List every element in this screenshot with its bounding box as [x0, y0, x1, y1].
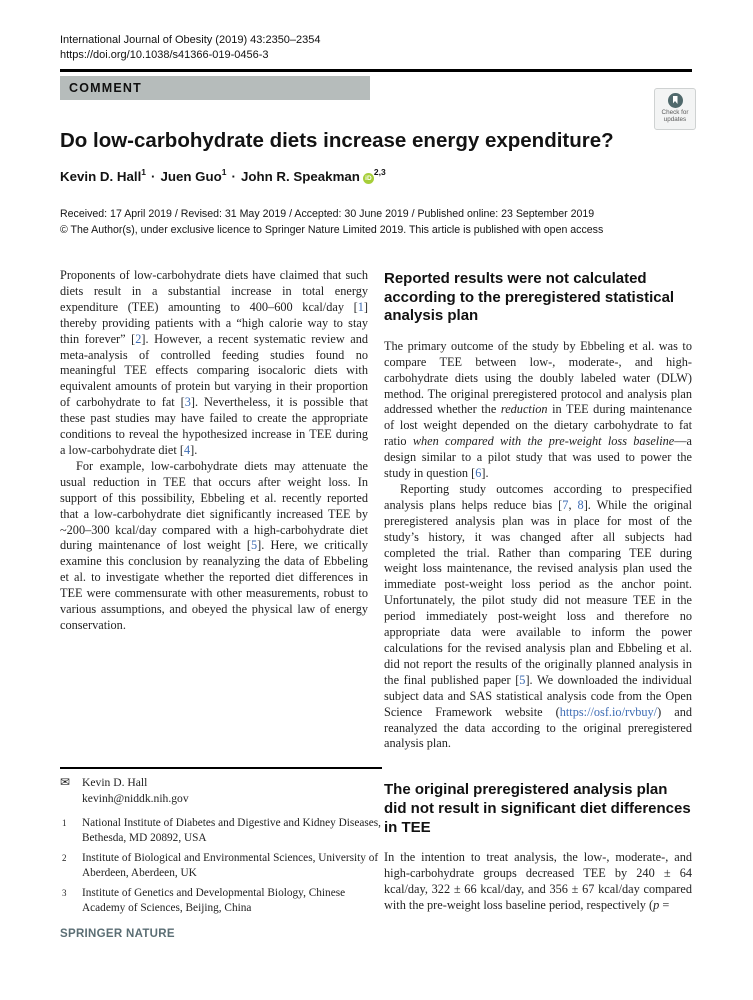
- check-for-updates-label: Check for updates: [661, 109, 689, 124]
- author-affiliation-sup: 1: [221, 167, 227, 177]
- text-run: in TEE during maintenance of lost weight depended on the dietary carbohydrate to fat ratio: [384, 402, 692, 449]
- text-run: —a design similar to a pilot study that was used to power the study in question [: [384, 434, 693, 481]
- body-paragraph: [384, 482, 692, 752]
- affiliation-text: Institute of Genetics and Developmental Biology, Chinese Academy of Sciences, Beijing, China: [82, 886, 346, 915]
- text-run: For example, low-carbohydrate diets may attenuate the usual reduction in TEE that occurs after weight loss. In support of this possibility, Ebbeling et al. recently reported that a low-carbohydrate diet significantly increased TEE by ~200–300 kcal/day compared with a high-carbohydrate diet during maintenance of lost weight [: [60, 458, 368, 553]
- text-run: In the intention to treat analysis, the low-, moderate-, and high-carbohydrate groups decreased TEE by 240 ± 64 kcal/day, 322 ± 66 kcal/day, and 356 ± 67 kcal/day compared with the pre-weight loss baseline period, respectively (: [384, 850, 692, 912]
- citation-ref[interactable]: 2: [135, 331, 142, 346]
- affiliation-number: 1: [62, 818, 67, 828]
- text-run: Reporting study outcomes according to prespecified analysis plans helps reduce bias [: [384, 481, 692, 512]
- author-affiliation-sup: 1: [141, 167, 147, 177]
- affiliation-number: 2: [62, 852, 67, 863]
- journal-citation: International Journal of Obesity (2019) 43:2350–2354: [60, 34, 321, 46]
- author-name[interactable]: John R. Speakman: [240, 169, 360, 184]
- body-paragraph: [384, 339, 692, 482]
- affiliation-item: [60, 886, 382, 916]
- text-run: =: [659, 897, 670, 912]
- correspondence-email[interactable]: kevinh@niddk.nih.gov: [82, 791, 189, 805]
- correspondence-block: [60, 775, 382, 806]
- affiliation-item: [60, 816, 382, 846]
- affiliation-list: [60, 816, 382, 921]
- left-column: [60, 268, 368, 634]
- journal-header: [60, 33, 321, 62]
- affiliation-text: National Institute of Diabetes and Digestive and Kidney Diseases, Bethesda, MD 20892, USA: [82, 817, 381, 845]
- body-paragraph: [384, 850, 692, 914]
- footnote-rule: [60, 767, 382, 769]
- article-meta: [60, 207, 700, 238]
- text-run: ]. However, a recent systematic review and meta-analysis of controlled feeding studies found no meaningful TEE effects comparing isocaloric diets with equivalent amounts of protein but varying in their proportion of carbohydrate to fat [: [60, 331, 368, 410]
- affiliation-text: Institute of Biological and Environmental Sciences, University of Aberdeen, Aberdeen, UK: [82, 851, 379, 880]
- text-run: ) and reanalyzed the data according to the original preregistered analysis plan.: [384, 704, 692, 751]
- history-line: Received: 17 April 2019 / Revised: 31 May 2019 / Accepted: 30 June 2019 / Published online: 23 September 2019: [60, 208, 595, 220]
- citation-ref[interactable]: 7: [562, 497, 569, 512]
- affiliation-number: 3: [62, 887, 67, 898]
- body-paragraph: [60, 268, 368, 459]
- citation-ref[interactable]: 3: [184, 395, 191, 410]
- publisher-logo: SPRINGER NATURE: [60, 928, 175, 940]
- right-column: [384, 270, 692, 914]
- text-run: ,: [568, 497, 578, 512]
- page-title: Do low-carbohydrate diets increase energy expenditure?: [60, 129, 614, 152]
- section-heading: The original preregistered analysis plan did not result in significant diet differences in TEE: [384, 781, 691, 836]
- text-run: ]. Here, we critically examine this conclusion by reanalyzing the data of Ebbeling et al. to investigate whether the reported diet differences in TEE were commensurate with other measurements, robust to various assumptions, and obeyed the physical law of energy conservation.: [60, 538, 368, 632]
- author-name[interactable]: Juen Guo: [160, 169, 222, 184]
- bookmark-icon: [668, 93, 683, 108]
- inline-link[interactable]: https://osf.io/rvbuy/: [559, 704, 658, 719]
- orcid-icon[interactable]: iD: [363, 173, 374, 184]
- doi-link[interactable]: https://doi.org/10.1038/s41366-019-0456-3: [60, 48, 269, 61]
- citation-ref[interactable]: 5: [250, 538, 258, 553]
- author-separator: ·: [151, 169, 156, 184]
- text-run: ]. While the original preregistered analysis plan was in place for most of the study’s history, it was changed after all subjects had completed the trial. Rather than comparing TEE during weight loss maintenance, the revised analysis plan used the immediate post-weight loss period as the anchor point. Unfortunately, the pilot study did not measure TEE in the period immediately post-weight loss and therefore no appropriate data were available to inform the power calculations for the revised analysis plan and Ebbeling et al. did not report the results of the originally planned analysis in the final published paper [: [384, 497, 692, 687]
- author-affiliation-sup: 2,3: [373, 167, 386, 177]
- citation-ref[interactable]: 1: [357, 299, 364, 314]
- article-type-banner: COMMENT: [60, 76, 370, 100]
- text-run: Proponents of low-carbohydrate diets have claimed that such diets result in a substantial increase in total energy expenditure (TEE) amounting to 400–600 kcal/day [: [60, 268, 368, 314]
- text-run: ].: [190, 442, 198, 457]
- envelope-icon: ✉: [60, 775, 71, 789]
- text-run: The primary outcome of the study by Ebbeling et al. was to compare TEE between low-, moderate-, and high-carbohydrate diets using the doubly labeled water (DLW) method. The original preregistered protocol and analysis plan addressed whether the: [384, 338, 692, 417]
- header-rule: [60, 69, 692, 72]
- body-paragraph: [60, 459, 368, 634]
- citation-ref[interactable]: 4: [183, 442, 191, 457]
- author-name[interactable]: Kevin D. Hall: [60, 169, 142, 184]
- affiliation-item: [60, 851, 382, 881]
- text-run: when compared with the pre-weight loss baseline: [412, 434, 675, 449]
- text-run: ]. Nevertheless, it is possible that these past studies may have failed to create the appropriate conditions to reveal the hypothesized increase in TEE during a low-carbohydrate diet [: [60, 395, 368, 457]
- text-run: ].: [481, 466, 489, 481]
- author-separator: ·: [231, 169, 236, 184]
- citation-ref[interactable]: 8: [577, 497, 584, 512]
- section-heading: Reported results were not calculated according to the preregistered statistical analysis plan: [384, 270, 675, 325]
- text-run: reduction: [500, 402, 548, 417]
- citation-ref[interactable]: 6: [475, 466, 482, 481]
- check-for-updates-button[interactable]: [654, 88, 696, 130]
- text-run: ]. We downloaded the individual subject data and SAS statistical analysis code from the Open Science Framework website (: [384, 672, 692, 719]
- correspondence-name: Kevin D. Hall: [82, 776, 148, 789]
- author-list: [60, 167, 700, 184]
- text-run: ] thereby providing patients with a “high calorie way to stay thin forever” [: [60, 299, 368, 346]
- copyright-line: © The Author(s), under exclusive licence to Springer Nature Limited 2019. This article is published with open access: [60, 223, 604, 236]
- text-run: p: [653, 897, 660, 912]
- citation-ref[interactable]: 5: [519, 672, 526, 687]
